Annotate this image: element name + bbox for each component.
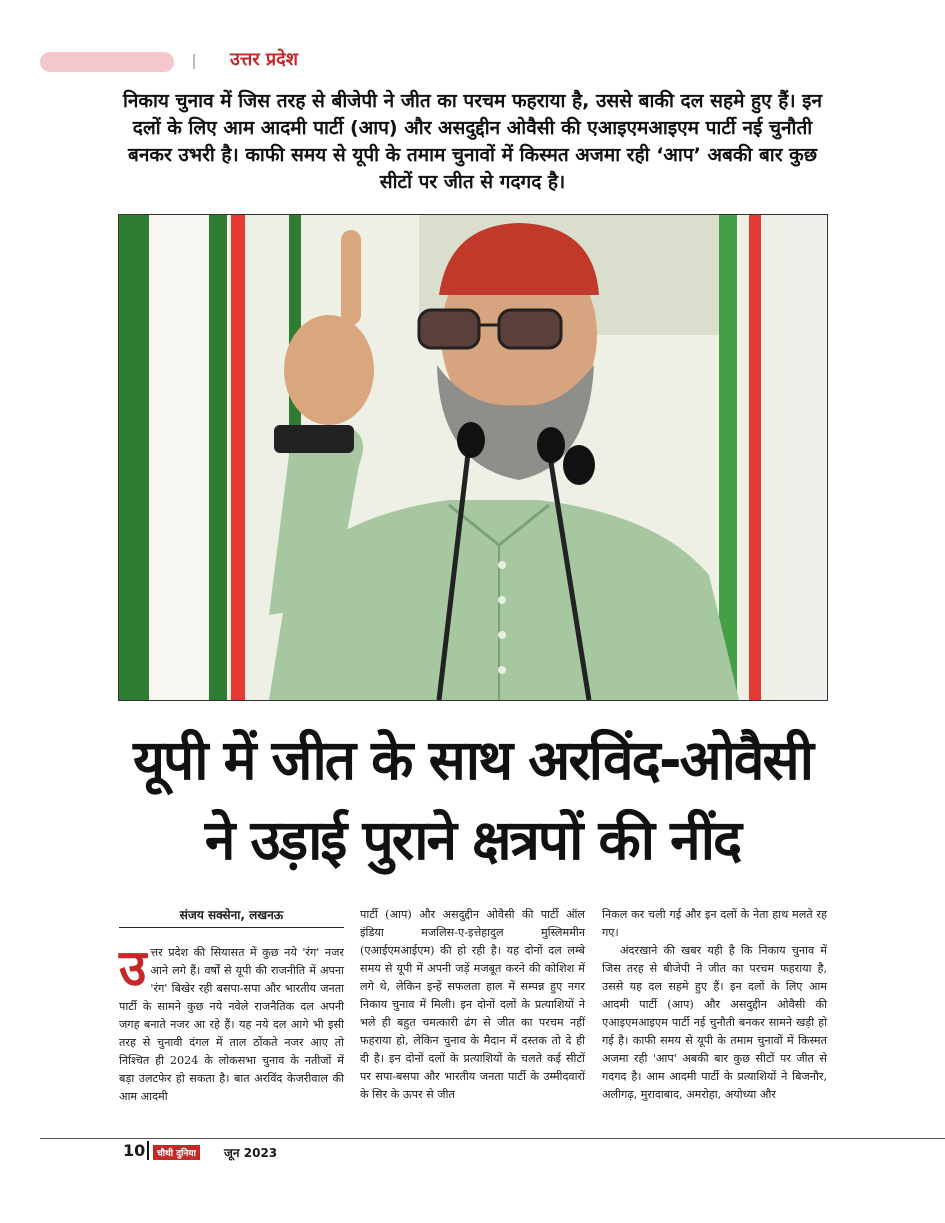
article-column-1 [119, 906, 344, 1106]
headline-line-1: यूपी में जीत के साथ अरविंद-ओवैसी [133, 728, 812, 792]
section-label: उत्तर प्रदेश [230, 49, 298, 70]
speaker-photo-illustration [119, 215, 827, 700]
footer-rule [40, 1138, 945, 1139]
headline [100, 720, 845, 880]
column-3-paragraph-1: निकल कर चली गई और इन दलों के नेता हाथ मलते रह गए। [602, 908, 827, 939]
column-2-text: पार्टी (आप) और असदुद्दीन ओवैसी की पार्टी ऑल इंडिया मजलिस-ए-इत्तेहादुल मुस्लिममीन (एआईएमआईएम) की हो रही है। यह दोनों दल लम्बे समय से यूपी में अपनी जड़ें मजबूत करने की कोशिश में लगे थे, लेकिन इन्हें सफलता हाल में सम्पन्न हुए नगर निकाय चुनाव में मिली। इन दोनों दलों के प्रत्याशियों ने भले ही बहुत चमत्कारी ढंग से जीत का परचम नहीं फहराया हो, लेकिन चुनाव के मैदान में दस्तक तो दे ही दी है। इन दोनों दलों के प्रत्याशियों के चलते कई सीटों पर सपा-बसपा और भारतीय जनता पार्टी के उम्मीदवारों के सिर के ऊपर से जीत [360, 908, 585, 1101]
article-column-3 [602, 906, 827, 1104]
byline: संजय सक्सेना, लखनऊ [119, 906, 344, 928]
standfirst: निकाय चुनाव में जिस तरह से बीजेपी ने जीत का परचम फहराया है, उससे बाकी दल सहमे हुए हैं। इन दलों के लिए आम आदमी पार्टी (आप) और असदुद्दीन ओवैसी की एआइएमआइएम पार्टी नई चुनौती बनकर उभरी है। काफी समय से यूपी के तमाम चुनावों में किस्मत अजमा रही ‘आप’ अबकी बार कुछ सीटों पर जीत से गदगद है। [122, 90, 823, 193]
header-separator [193, 54, 195, 69]
footer-divider [147, 1141, 149, 1160]
column-1-text: त्तर प्रदेश की सियासत में कुछ नये 'रंग' नजर आने लगे हैं। वर्षों से यूपी की राजनीति में अपना 'रंग' बिखेर रही बसपा-सपा और भारतीय जनता पार्टी के सामने कुछ नये नवेले राजनैतिक दल अपनी जगह बनाते नजर आ रहे हैं। यह नये दल आगे भी इसी तरह से चुनावी दंगल में ताल ठोंकते नजर आए तो निश्चित ही 2024 के लोकसभा चुनाव के नतीजों में बड़ा उलटफेर हो सकता है। बात अरविंद केजरीवाल की आम आदमी [119, 946, 344, 1103]
page-number: 10 [123, 1141, 146, 1160]
magazine-logo: चौथी दुनिया [153, 1145, 200, 1160]
article-column-2 [360, 906, 585, 1104]
dropcap: उ [119, 939, 147, 997]
header-pill-decoration [40, 52, 174, 72]
lead-photo [118, 214, 828, 701]
column-3-paragraph-2: अंदरखाने की खबर यही है कि निकाय चुनाव में जिस तरह से बीजेपी ने जीत का परचम फहराया है, उससे यह दल सहमे हुए हैं। इन दलों के लिए आम आदमी पार्टी (आप) और असदुद्दीन ओवैसी की एआइएमआइएम पार्टी नई चुनौती बनकर सामने खड़ी हो गई है। काफी समय से यूपी के तमाम चुनावों में किस्मत अजमा रही 'आप' अबकी बार कुछ सीटों पर जीत से गदगद है। आम आदमी पार्टी के प्रत्याशियों ने बिजनौर, अलीगढ़, मुरादाबाद, अमरोहा, अयोध्या और [602, 944, 827, 1101]
headline-line-2: ने उड़ाई पुराने क्षत्रपों की नींद [204, 808, 741, 872]
issue-date: जून 2023 [224, 1146, 278, 1160]
